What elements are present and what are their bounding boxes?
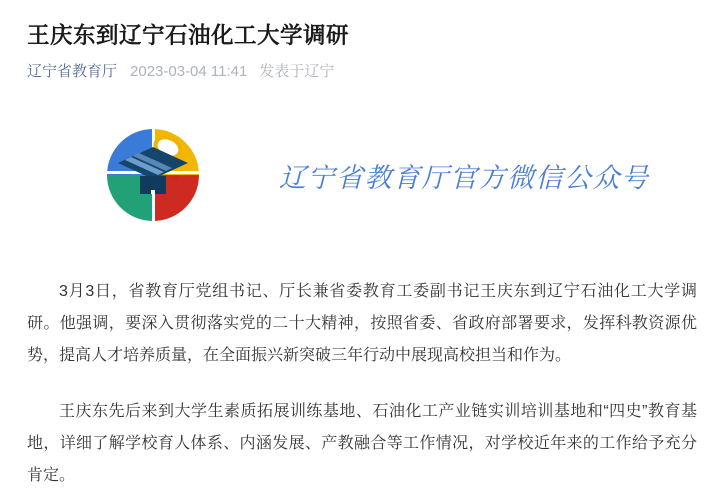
publish-time: 2023-03-04 11:41 <box>130 63 248 80</box>
paragraph-1: 3月3日，省教育厅党组书记、厅长兼省委教育工委副书记王庆东到辽宁石油化工大学调研。他强调，要深入贯彻落实党的二十大精神，按照省委、省政府部署要求，发挥科教资源优势，提高人才培养质量，在全面振兴新突破三年行动中展现高校担当和作为。 <box>27 283 697 364</box>
graduation-cap-icon <box>109 146 197 198</box>
account-name-link[interactable]: 辽宁省教育厅 <box>27 63 118 80</box>
publish-location: 发表于辽宁 <box>259 63 335 80</box>
banner-image[interactable] <box>107 129 697 221</box>
article-title: 王庆东到辽宁石油化工大学调研 <box>27 23 350 48</box>
byline <box>27 62 697 82</box>
paragraph-2: 王庆东先后来到大学生素质拓展训练基地、石油化工产业链实训培训基地和“四史”教育基地，详细了解学校育人体系、内涵发展、产教融合等工作情况，对学校近年来的工作给予充分肯定。 <box>27 403 697 484</box>
article-body <box>27 276 697 492</box>
education-dept-logo <box>107 129 199 221</box>
banner-calligraphy-text: 辽宁省教育厅官方微信公众号 <box>279 162 650 194</box>
